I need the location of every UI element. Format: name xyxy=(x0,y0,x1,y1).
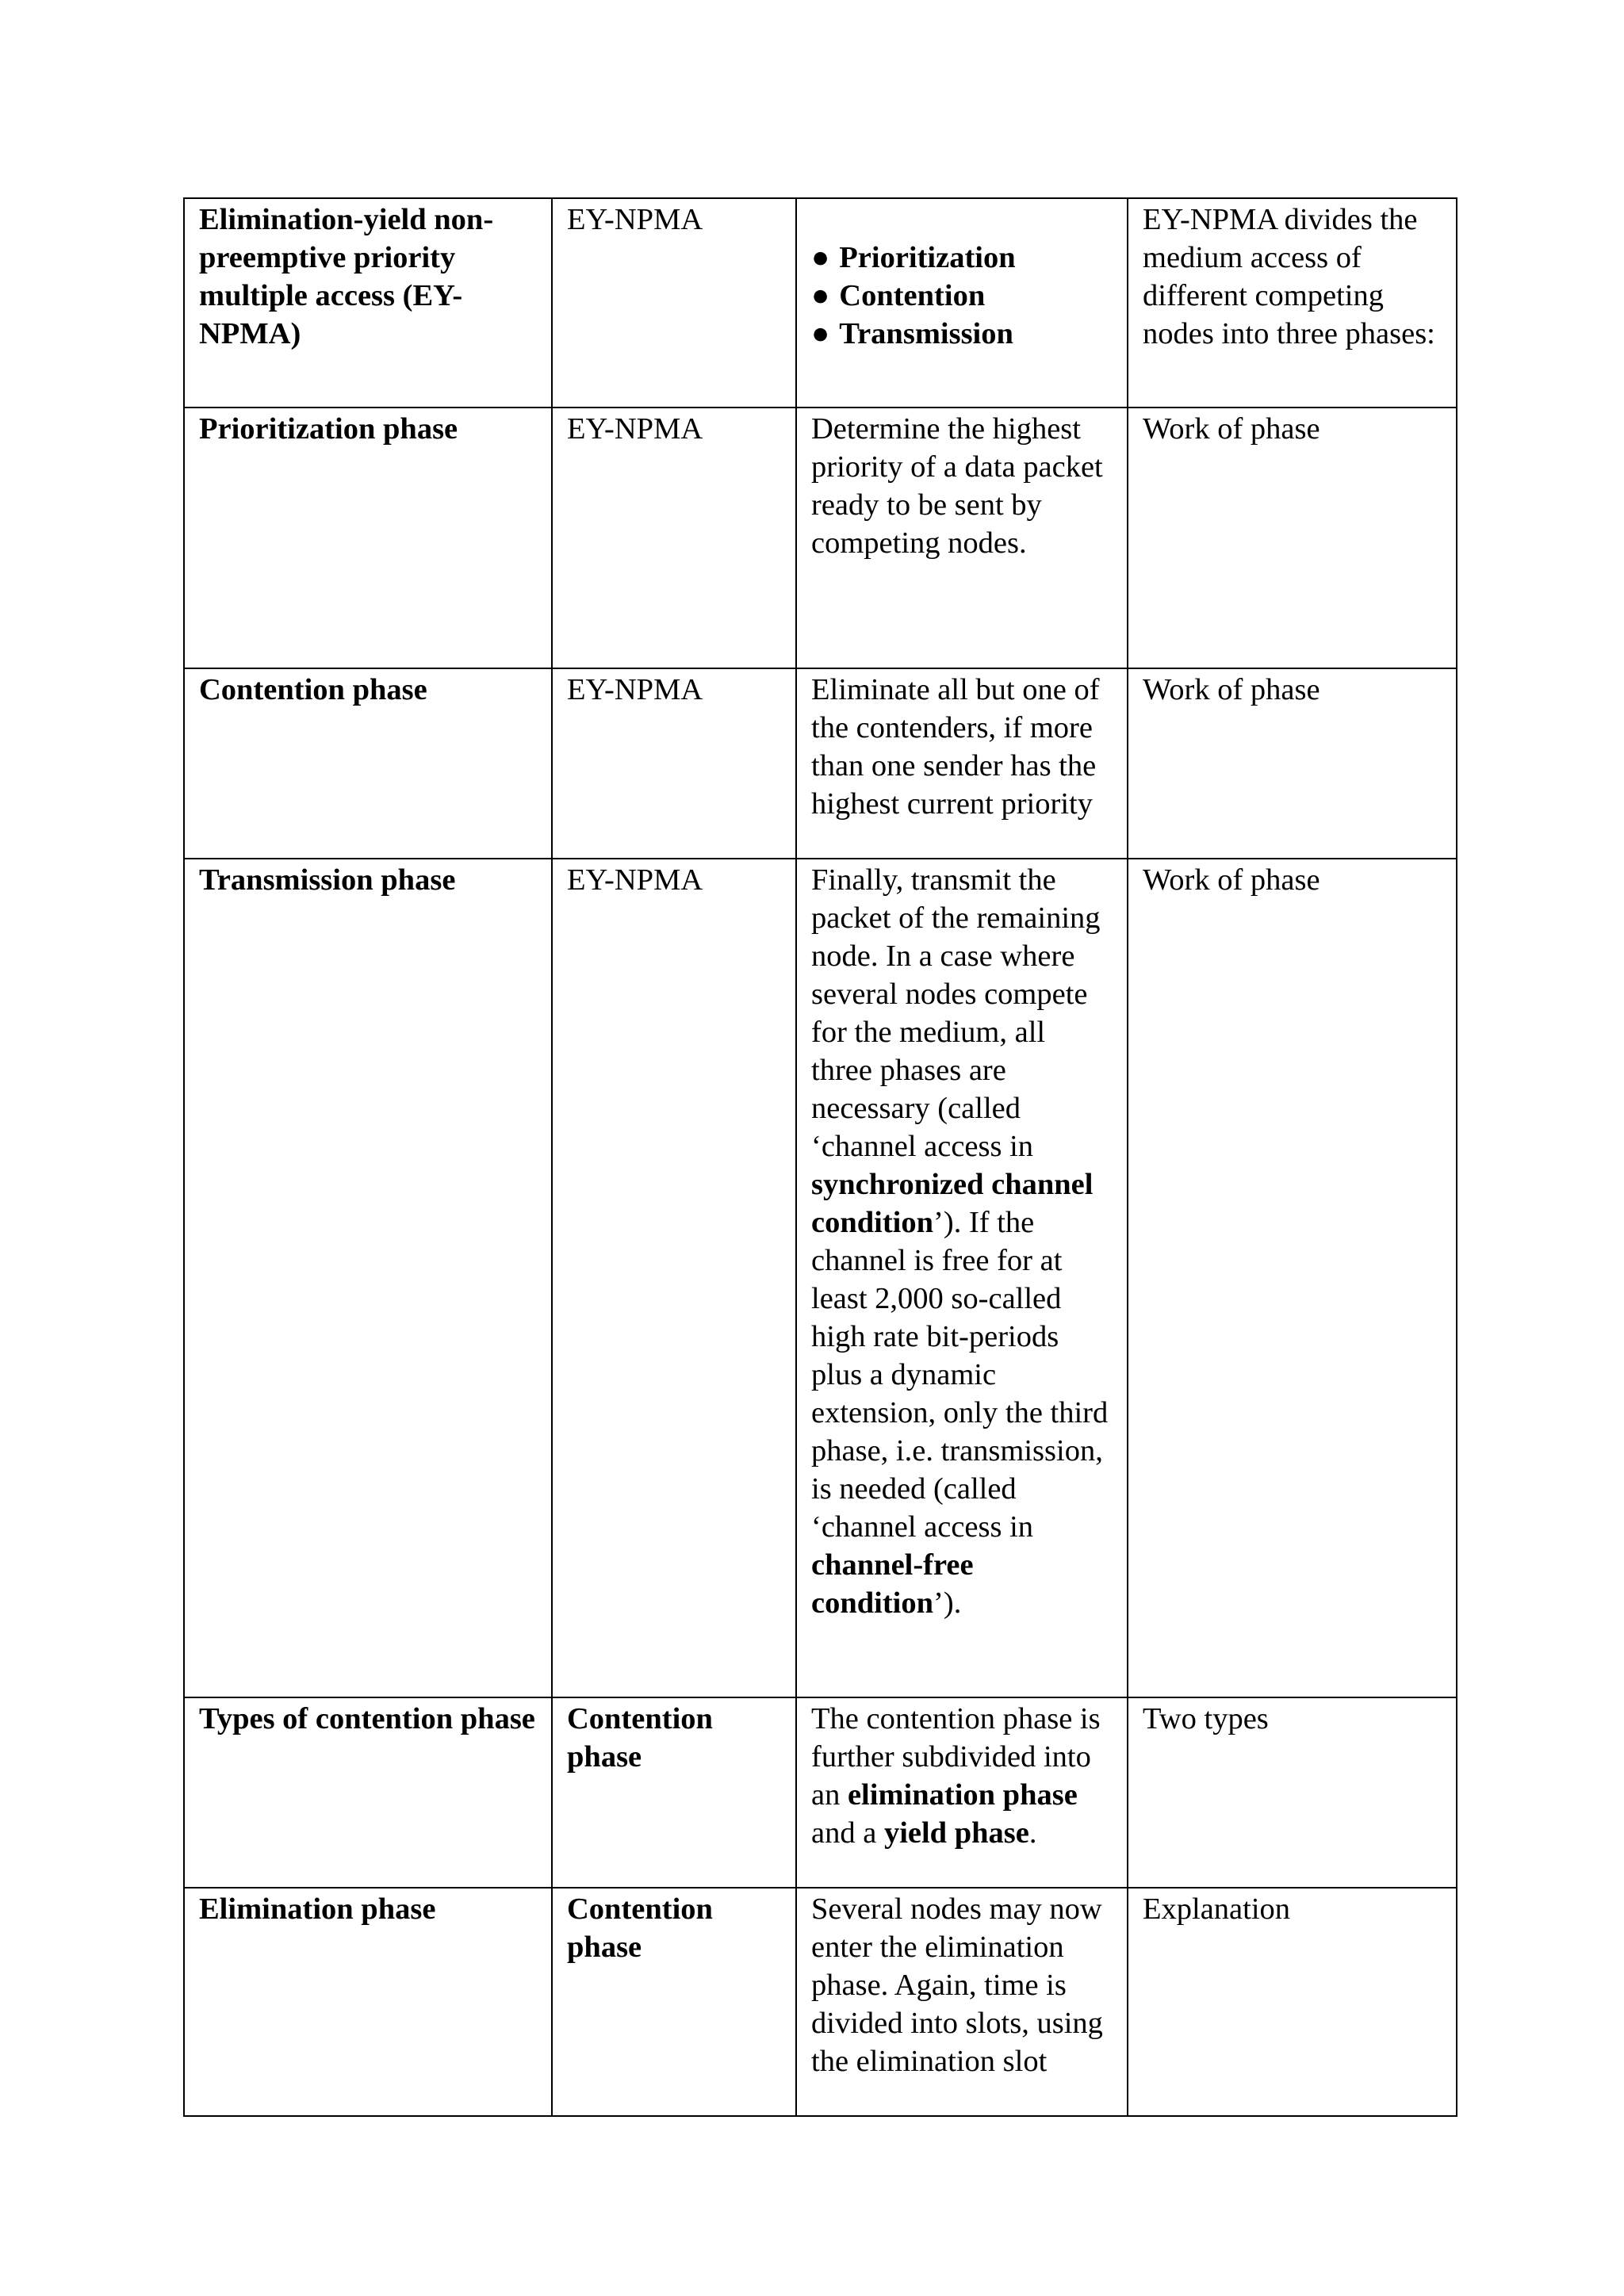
table-row xyxy=(184,859,1457,1697)
definition-cell: Eliminate all but one of the contenders, if more than one sender has the highest current priority xyxy=(796,668,1128,859)
definition-emphasis: synchronized channel condition xyxy=(811,1168,1094,1239)
phase-list xyxy=(811,201,1113,353)
term-cell: Elimination phase xyxy=(184,1888,552,2116)
definition-text: . xyxy=(1028,1816,1037,1850)
term-cell: Transmission phase xyxy=(184,859,552,1697)
definition-cell xyxy=(796,1697,1128,1888)
note-cell: EY-NPMA divides the medium access of different competing nodes into three phases: xyxy=(1128,198,1457,408)
list-item: ● Transmission xyxy=(811,315,1113,353)
definition-text: The contention phase is further subdivided into an xyxy=(811,1702,1101,1812)
definition-emphasis: elimination phase xyxy=(847,1778,1078,1812)
definition-text: and a xyxy=(811,1816,884,1850)
note-cell: Work of phase xyxy=(1128,668,1457,859)
term-cell: Contention phase xyxy=(184,668,552,859)
note-cell: Work of phase xyxy=(1128,408,1457,668)
definition-cell: Several nodes may now enter the elimination phase. Again, time is divided into slots, using the elimination slot xyxy=(796,1888,1128,2116)
definition-text: ’). xyxy=(933,1586,962,1620)
definition-emphasis: channel-free condition xyxy=(811,1548,974,1620)
table-row xyxy=(184,1697,1457,1888)
definition-cell xyxy=(796,859,1128,1697)
context-cell: EY-NPMA xyxy=(552,859,796,1697)
context-cell: Contention phase xyxy=(552,1888,796,2116)
table-row xyxy=(184,198,1457,408)
note-cell: Work of phase xyxy=(1128,859,1457,1697)
definition-text: Finally, transmit the packet of the remaining node. In a case where several nodes compete for the medium, all three phases are necessary (called ‘channel access in xyxy=(811,863,1101,1163)
term-cell: Types of contention phase xyxy=(184,1697,552,1888)
context-cell: EY-NPMA xyxy=(552,198,796,408)
term-cell: Prioritization phase xyxy=(184,408,552,668)
note-cell: Two types xyxy=(1128,1697,1457,1888)
table-row xyxy=(184,668,1457,859)
table-row xyxy=(184,408,1457,668)
table-row xyxy=(184,1888,1457,2116)
definition-cell: Determine the highest priority of a data packet ready to be sent by competing nodes. xyxy=(796,408,1128,668)
list-item: ● Contention xyxy=(811,277,1113,315)
term-cell: Elimination-yield non-preemptive priority multiple access (EY-NPMA) xyxy=(184,198,552,408)
context-cell: Contention phase xyxy=(552,1697,796,1888)
definition-cell xyxy=(796,198,1128,408)
definition-emphasis: yield phase xyxy=(883,1816,1029,1850)
list-item: ● Prioritization xyxy=(811,239,1113,277)
definitions-table xyxy=(183,197,1457,2117)
context-cell: EY-NPMA xyxy=(552,668,796,859)
definition-text: ’). If the channel is free for at least 2,000 so-called high rate bit-periods plus a dynamic extension, only the third phase, i.e. transmission, is needed (called ‘channel access in xyxy=(811,1206,1109,1544)
context-cell: EY-NPMA xyxy=(552,408,796,668)
note-cell: Explanation xyxy=(1128,1888,1457,2116)
